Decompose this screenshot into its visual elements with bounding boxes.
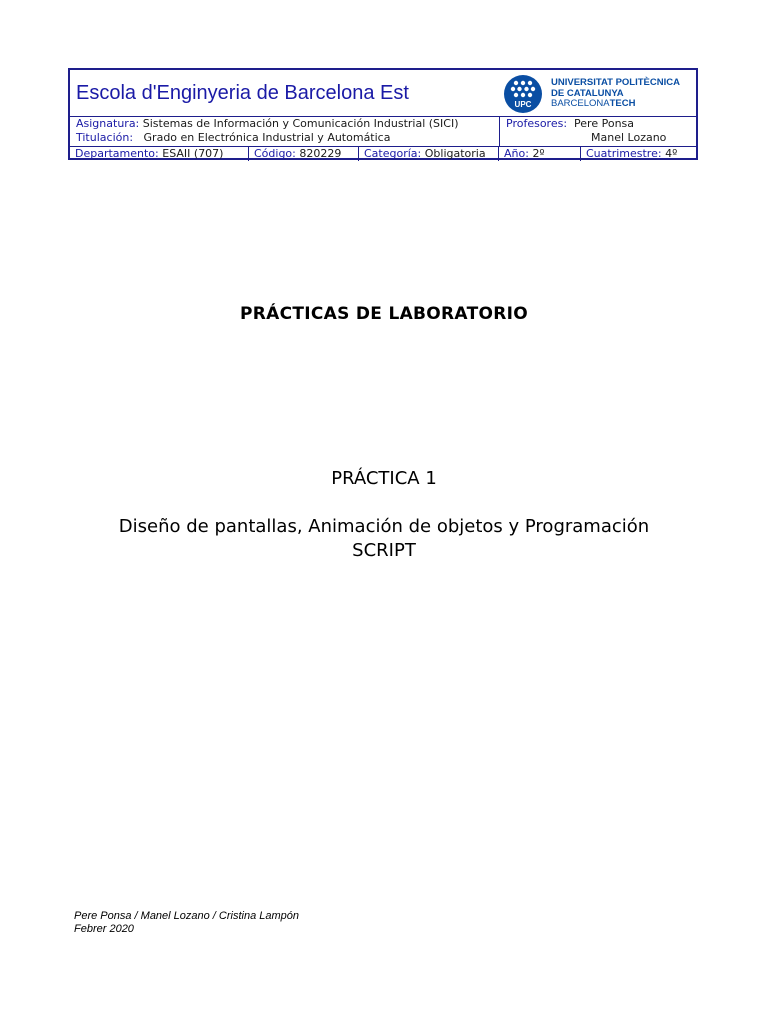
footer-date: Febrer 2020 [74,923,134,935]
practica-subtitle [70,515,698,563]
profesor-1: Pere Ponsa [574,117,635,130]
departamento-cell: Departamento: ESAII (707) [70,147,249,161]
practica-number: PRÁCTICA 1 [331,468,437,489]
subtitle-line-2: SCRIPT [352,540,416,561]
upc-logo-text: UNIVERSITAT POLITÈCNICA DE CATALUNYA BARCELONATECH [551,77,680,109]
header-middle-row [70,116,696,147]
titulacion-label: Titulación: [76,131,134,144]
asignatura-label: Asignatura: [76,117,140,130]
document-header [68,68,698,160]
ano-cell: Año: 2º [499,147,581,161]
header-top-row [70,70,696,117]
professors-cell [500,116,696,146]
subtitle-line-1: Diseño de pantallas, Animación de objetos y Programación [118,516,650,537]
asignatura-value: Sistemas de Información y Comunicación Industrial (SICI) [142,117,459,130]
titulacion-value: Grado en Electrónica Industrial y Automática [143,131,391,144]
profesor-2: Manel Lozano [591,131,667,144]
document-title: PRÁCTICAS DE LABORATORIO [240,304,528,324]
footer-authors: Pere Ponsa / Manel Lozano / Cristina Lampón [74,910,300,922]
upc-seal-icon [503,74,543,114]
codigo-cell: Código: 820229 [249,147,359,161]
school-name: Escola d'Enginyeria de Barcelona Est [76,82,409,104]
upc-logo [503,74,693,114]
cuatrimestre-cell: Cuatrimestre: 4º [586,147,678,160]
course-info-cell [70,116,500,146]
svg-text:UPC: UPC [514,100,532,109]
categoria-cell: Categoría: Obligatoria [359,147,499,161]
header-bottom-row [70,147,696,161]
document-footer [74,910,299,936]
profesores-label: Profesores: [506,117,568,130]
